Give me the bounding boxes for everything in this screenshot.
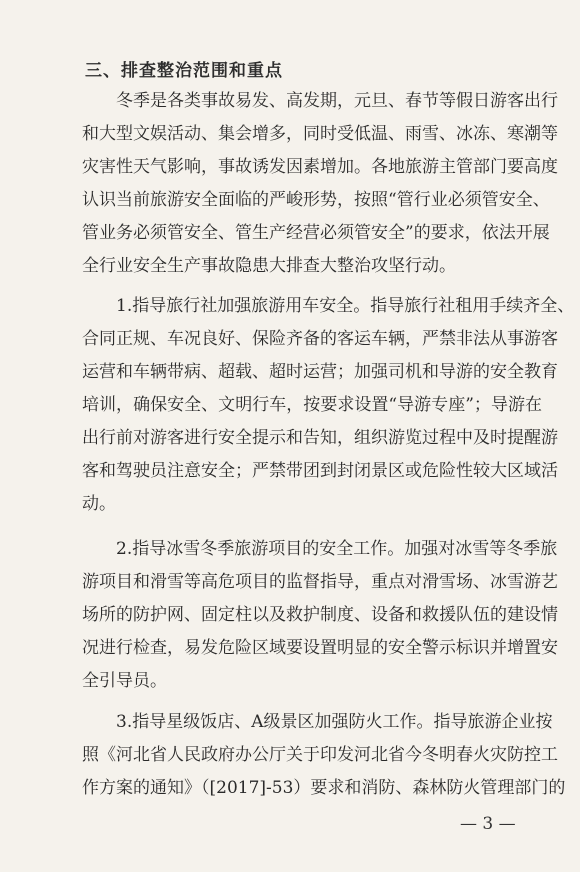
text-line: 游项目和滑雪等高危项目的监督指导，重点对滑雪场、冰雪游艺 bbox=[82, 572, 558, 592]
text-line: 况进行检查，易发危险区域要设置明显的安全警示标识并增置安 bbox=[82, 638, 558, 658]
text-line: 和大型文娱活动、集会增多，同时受低温、雨雪、冰冻、寒潮等 bbox=[82, 124, 558, 144]
section-heading: 三、排查整治范围和重点 bbox=[85, 61, 283, 81]
text-line: 全引导员。 bbox=[82, 671, 167, 691]
text-line: 灾害性天气影响，事故诱发因素增加。各地旅游主管部门要高度 bbox=[82, 157, 558, 177]
text-line: 认识当前旅游安全面临的严峻形势，按照“管行业必须管安全、 bbox=[82, 190, 550, 210]
text-line: 照《河北省人民政府办公厅关于印发河北省今冬明春火灾防控工 bbox=[82, 745, 558, 765]
text-line: 全行业安全生产事故隐患大排查大整治攻坚行动。 bbox=[82, 256, 456, 276]
text-line: 场所的防护网、固定柱以及救护制度、设备和救援队伍的建设情 bbox=[82, 605, 558, 625]
text-line: 合同正规、车况良好、保险齐备的客运车辆，严禁非法从事游客 bbox=[82, 329, 558, 349]
text-line: 培训，确保安全、文明行车，按要求设置“导游专座”；导游在 bbox=[82, 395, 542, 415]
text-line: 动。 bbox=[82, 494, 116, 514]
text-line: 2.指导冰雪冬季旅游项目的安全工作。加强对冰雪等冬季旅 bbox=[116, 539, 558, 559]
text-line: 管业务必须管安全、管生产经营必须管安全”的要求，依法开展 bbox=[82, 223, 550, 243]
text-line: 客和驾驶员注意安全；严禁带团到封闭景区或危险性较大区域活 bbox=[82, 461, 558, 481]
text-line: 1.指导旅行社加强旅游用车安全。指导旅行社租用手续齐全、 bbox=[116, 296, 575, 316]
text-line: 作方案的通知》（[2017]-53）要求和消防、森林防火管理部门的 bbox=[82, 778, 566, 798]
text-line: 出行前对游客进行安全提示和告知，组织游览过程中及时提醒游 bbox=[82, 428, 558, 448]
paragraph-item-2 bbox=[82, 533, 558, 698]
paragraph-item-3 bbox=[82, 706, 566, 805]
text-line: 3.指导星级饭店、A级景区加强防火工作。指导旅游企业按 bbox=[116, 712, 553, 732]
paragraph-item-1 bbox=[82, 290, 575, 521]
page-number: — 3 — bbox=[460, 814, 516, 834]
paragraph-intro bbox=[82, 85, 558, 283]
text-line: 冬季是各类事故易发、高发期，元旦、春节等假日游客出行 bbox=[116, 91, 558, 111]
text-line: 运营和车辆带病、超载、超时运营；加强司机和导游的安全教育 bbox=[82, 362, 558, 382]
